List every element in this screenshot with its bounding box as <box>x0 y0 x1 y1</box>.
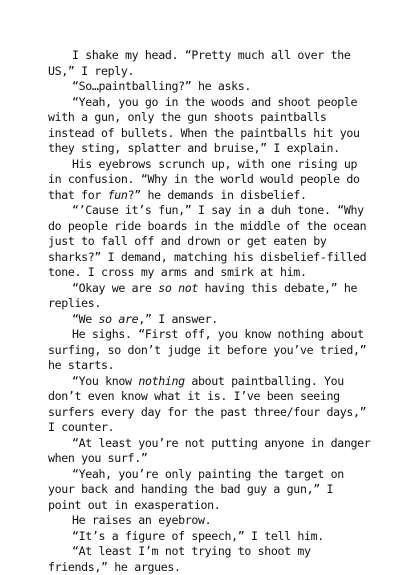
text-run: “Yeah, you’re only painting the target on your back and handing the bad guy a gun,” I point out in exasperation. <box>48 466 344 512</box>
text-run: ?” he demands in disbelief. <box>127 187 307 202</box>
text-run: “Okay we are <box>72 280 159 295</box>
paragraph <box>48 436 372 467</box>
paragraph <box>48 327 372 374</box>
emphasis-text: so not <box>158 280 198 295</box>
text-run: “So…paintballing?” he asks. <box>72 79 252 93</box>
text-run: He sighs. “First off, you know nothing about surfing, so don’t judge it before you’ve tried,” he starts. <box>48 327 367 372</box>
text-run: “Yeah, you go in the woods and shoot people with a gun, only the gun shoots paintballs instead of bullets. When the paintballs hit you they sting, splatter and bruise,” I explain. <box>48 94 360 155</box>
paragraph <box>48 48 372 79</box>
paragraph <box>48 513 372 529</box>
text-run: “It’s a figure of speech,” I tell him. <box>72 528 324 543</box>
text-run: His eyebrows scrunch up, with one rising up in confusion. “Why in the world would people do that for <box>48 156 360 202</box>
emphasis-text: fun <box>107 187 128 202</box>
text-run: “At least I’m not trying to shoot my friends,” he argues. <box>48 544 311 574</box>
text-run: “You know <box>72 373 139 388</box>
text-run: I shake my head. “Pretty much all over the US,” I reply. <box>48 48 351 78</box>
paragraph <box>48 374 372 436</box>
emphasis-text: nothing <box>138 373 185 388</box>
paragraph <box>48 95 372 157</box>
text-run: about paintballing. You don’t even know what it is. I’ve been seeing surfers every day for the past three/four days,” I counter. <box>48 373 367 434</box>
paragraph <box>48 281 372 312</box>
text-run: “At least you’re not putting anyone in danger when you surf.” <box>48 435 371 465</box>
paragraph <box>48 529 372 545</box>
page-text <box>48 48 372 575</box>
paragraph <box>48 203 372 281</box>
paragraph <box>48 467 372 514</box>
paragraph <box>48 79 372 95</box>
text-run: “’Cause it’s fun,” I say in a duh tone. “Why do people ride boards in the middle of the ocean just to fall off and drown or get eaten by sharks?” I demand, matching his disbelief-filled tone. I cross my arms and smirk at him. <box>48 203 367 279</box>
emphasis-text: so are <box>98 311 139 326</box>
text-run: He raises an eyebrow. <box>72 513 212 527</box>
text-run: having this debate,” he replies. <box>48 280 358 310</box>
text-run: ,” I answer. <box>138 311 218 326</box>
text-run: “We <box>72 311 99 326</box>
paragraph <box>48 544 372 575</box>
paragraph <box>48 312 372 328</box>
paragraph <box>48 157 372 204</box>
